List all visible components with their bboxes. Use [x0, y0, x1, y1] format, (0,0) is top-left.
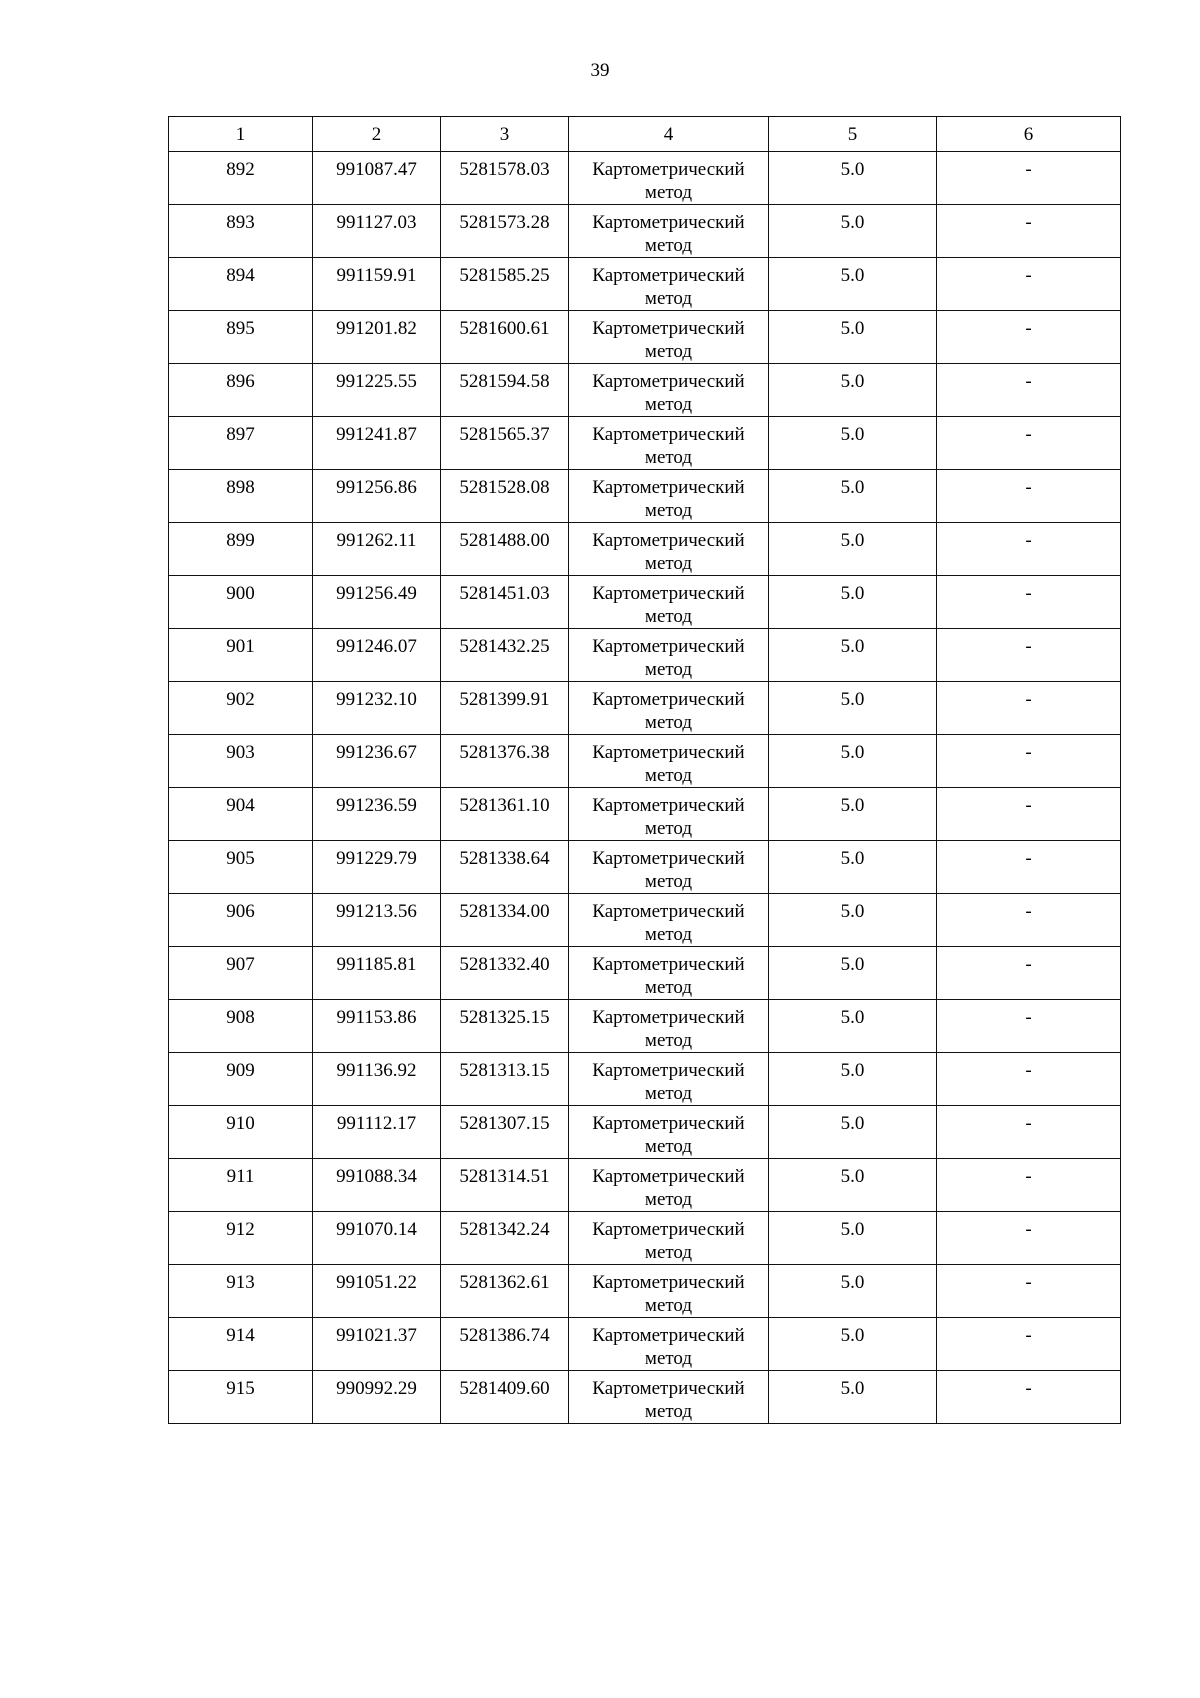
header-col-2: 2	[313, 117, 441, 152]
note-cell: -	[937, 1106, 1121, 1159]
accuracy-cell: 5.0	[769, 788, 937, 841]
note-cell: -	[937, 576, 1121, 629]
method-cell: Картометрический метод	[569, 841, 769, 894]
accuracy-cell: 5.0	[769, 1159, 937, 1212]
method-cell: Картометрический метод	[569, 523, 769, 576]
point-number-cell: 899	[169, 523, 313, 576]
point-number-cell: 902	[169, 682, 313, 735]
note-cell: -	[937, 1318, 1121, 1371]
header-col-5: 5	[769, 117, 937, 152]
point-number-cell: 901	[169, 629, 313, 682]
x-coordinate-cell: 991246.07	[313, 629, 441, 682]
note-cell: -	[937, 1000, 1121, 1053]
table-row	[169, 1159, 1121, 1212]
table-row	[169, 841, 1121, 894]
note-cell: -	[937, 523, 1121, 576]
y-coordinate-cell: 5281573.28	[441, 205, 569, 258]
accuracy-cell: 5.0	[769, 1265, 937, 1318]
y-coordinate-cell: 5281488.00	[441, 523, 569, 576]
table-row	[169, 1371, 1121, 1424]
accuracy-cell: 5.0	[769, 1371, 937, 1424]
method-cell: Картометрический метод	[569, 1318, 769, 1371]
point-number-cell: 905	[169, 841, 313, 894]
y-coordinate-cell: 5281362.61	[441, 1265, 569, 1318]
table-row	[169, 947, 1121, 1000]
note-cell: -	[937, 841, 1121, 894]
x-coordinate-cell: 991153.86	[313, 1000, 441, 1053]
header-col-6: 6	[937, 117, 1121, 152]
method-cell: Картометрический метод	[569, 152, 769, 205]
method-cell: Картометрический метод	[569, 1371, 769, 1424]
point-number-cell: 915	[169, 1371, 313, 1424]
y-coordinate-cell: 5281361.10	[441, 788, 569, 841]
method-cell: Картометрический метод	[569, 417, 769, 470]
method-cell: Картометрический метод	[569, 1000, 769, 1053]
note-cell: -	[937, 417, 1121, 470]
accuracy-cell: 5.0	[769, 1000, 937, 1053]
accuracy-cell: 5.0	[769, 152, 937, 205]
table-row	[169, 735, 1121, 788]
method-cell: Картометрический метод	[569, 1053, 769, 1106]
y-coordinate-cell: 5281585.25	[441, 258, 569, 311]
x-coordinate-cell: 991262.11	[313, 523, 441, 576]
table-row	[169, 1212, 1121, 1265]
accuracy-cell: 5.0	[769, 364, 937, 417]
y-coordinate-cell: 5281399.91	[441, 682, 569, 735]
note-cell: -	[937, 152, 1121, 205]
header-col-4: 4	[569, 117, 769, 152]
accuracy-cell: 5.0	[769, 894, 937, 947]
accuracy-cell: 5.0	[769, 523, 937, 576]
x-coordinate-cell: 991021.37	[313, 1318, 441, 1371]
note-cell: -	[937, 364, 1121, 417]
y-coordinate-cell: 5281334.00	[441, 894, 569, 947]
method-cell: Картометрический метод	[569, 205, 769, 258]
x-coordinate-cell: 991225.55	[313, 364, 441, 417]
method-cell: Картометрический метод	[569, 311, 769, 364]
point-number-cell: 913	[169, 1265, 313, 1318]
note-cell: -	[937, 470, 1121, 523]
point-number-cell: 896	[169, 364, 313, 417]
point-number-cell: 900	[169, 576, 313, 629]
y-coordinate-cell: 5281451.03	[441, 576, 569, 629]
table-row	[169, 1053, 1121, 1106]
table-row	[169, 629, 1121, 682]
accuracy-cell: 5.0	[769, 576, 937, 629]
y-coordinate-cell: 5281578.03	[441, 152, 569, 205]
method-cell: Картометрический метод	[569, 470, 769, 523]
note-cell: -	[937, 311, 1121, 364]
x-coordinate-cell: 991256.86	[313, 470, 441, 523]
note-cell: -	[937, 788, 1121, 841]
point-number-cell: 910	[169, 1106, 313, 1159]
y-coordinate-cell: 5281314.51	[441, 1159, 569, 1212]
y-coordinate-cell: 5281376.38	[441, 735, 569, 788]
coordinates-table-container	[168, 116, 1120, 1424]
point-number-cell: 908	[169, 1000, 313, 1053]
method-cell: Картометрический метод	[569, 682, 769, 735]
y-coordinate-cell: 5281313.15	[441, 1053, 569, 1106]
y-coordinate-cell: 5281338.64	[441, 841, 569, 894]
table-row	[169, 576, 1121, 629]
x-coordinate-cell: 991241.87	[313, 417, 441, 470]
method-cell: Картометрический метод	[569, 364, 769, 417]
x-coordinate-cell: 991087.47	[313, 152, 441, 205]
point-number-cell: 911	[169, 1159, 313, 1212]
point-number-cell: 906	[169, 894, 313, 947]
table-row	[169, 523, 1121, 576]
point-number-cell: 912	[169, 1212, 313, 1265]
method-cell: Картометрический метод	[569, 735, 769, 788]
note-cell: -	[937, 1159, 1121, 1212]
table-row	[169, 470, 1121, 523]
x-coordinate-cell: 991088.34	[313, 1159, 441, 1212]
table-row	[169, 788, 1121, 841]
accuracy-cell: 5.0	[769, 311, 937, 364]
point-number-cell: 907	[169, 947, 313, 1000]
x-coordinate-cell: 991236.67	[313, 735, 441, 788]
accuracy-cell: 5.0	[769, 1106, 937, 1159]
table-row	[169, 1000, 1121, 1053]
note-cell: -	[937, 682, 1121, 735]
table-row	[169, 205, 1121, 258]
method-cell: Картометрический метод	[569, 1106, 769, 1159]
point-number-cell: 914	[169, 1318, 313, 1371]
note-cell: -	[937, 735, 1121, 788]
accuracy-cell: 5.0	[769, 1318, 937, 1371]
x-coordinate-cell: 991232.10	[313, 682, 441, 735]
table-row	[169, 364, 1121, 417]
note-cell: -	[937, 894, 1121, 947]
accuracy-cell: 5.0	[769, 947, 937, 1000]
x-coordinate-cell: 990992.29	[313, 1371, 441, 1424]
point-number-cell: 898	[169, 470, 313, 523]
x-coordinate-cell: 991236.59	[313, 788, 441, 841]
y-coordinate-cell: 5281565.37	[441, 417, 569, 470]
y-coordinate-cell: 5281600.61	[441, 311, 569, 364]
accuracy-cell: 5.0	[769, 841, 937, 894]
method-cell: Картометрический метод	[569, 258, 769, 311]
x-coordinate-cell: 991201.82	[313, 311, 441, 364]
table-row	[169, 1318, 1121, 1371]
x-coordinate-cell: 991112.17	[313, 1106, 441, 1159]
table-row	[169, 152, 1121, 205]
point-number-cell: 897	[169, 417, 313, 470]
x-coordinate-cell: 991213.56	[313, 894, 441, 947]
point-number-cell: 893	[169, 205, 313, 258]
method-cell: Картометрический метод	[569, 947, 769, 1000]
table-row	[169, 1265, 1121, 1318]
header-col-3: 3	[441, 117, 569, 152]
y-coordinate-cell: 5281386.74	[441, 1318, 569, 1371]
x-coordinate-cell: 991127.03	[313, 205, 441, 258]
table-row	[169, 417, 1121, 470]
x-coordinate-cell: 991051.22	[313, 1265, 441, 1318]
method-cell: Картометрический метод	[569, 788, 769, 841]
point-number-cell: 892	[169, 152, 313, 205]
note-cell: -	[937, 947, 1121, 1000]
point-number-cell: 895	[169, 311, 313, 364]
y-coordinate-cell: 5281432.25	[441, 629, 569, 682]
table-row	[169, 1106, 1121, 1159]
x-coordinate-cell: 991185.81	[313, 947, 441, 1000]
accuracy-cell: 5.0	[769, 417, 937, 470]
coordinates-table	[168, 116, 1121, 1424]
table-body	[169, 152, 1121, 1424]
table-row	[169, 894, 1121, 947]
accuracy-cell: 5.0	[769, 258, 937, 311]
y-coordinate-cell: 5281342.24	[441, 1212, 569, 1265]
table-row	[169, 311, 1121, 364]
accuracy-cell: 5.0	[769, 1212, 937, 1265]
x-coordinate-cell: 991159.91	[313, 258, 441, 311]
note-cell: -	[937, 1371, 1121, 1424]
accuracy-cell: 5.0	[769, 629, 937, 682]
x-coordinate-cell: 991136.92	[313, 1053, 441, 1106]
note-cell: -	[937, 1265, 1121, 1318]
x-coordinate-cell: 991256.49	[313, 576, 441, 629]
note-cell: -	[937, 629, 1121, 682]
note-cell: -	[937, 205, 1121, 258]
accuracy-cell: 5.0	[769, 735, 937, 788]
page-number: 39	[590, 60, 610, 81]
point-number-cell: 894	[169, 258, 313, 311]
method-cell: Картометрический метод	[569, 1265, 769, 1318]
y-coordinate-cell: 5281307.15	[441, 1106, 569, 1159]
method-cell: Картометрический метод	[569, 576, 769, 629]
note-cell: -	[937, 1053, 1121, 1106]
table-row	[169, 258, 1121, 311]
header-col-1: 1	[169, 117, 313, 152]
point-number-cell: 909	[169, 1053, 313, 1106]
note-cell: -	[937, 1212, 1121, 1265]
note-cell: -	[937, 258, 1121, 311]
point-number-cell: 904	[169, 788, 313, 841]
accuracy-cell: 5.0	[769, 205, 937, 258]
method-cell: Картометрический метод	[569, 1212, 769, 1265]
accuracy-cell: 5.0	[769, 470, 937, 523]
point-number-cell: 903	[169, 735, 313, 788]
y-coordinate-cell: 5281594.58	[441, 364, 569, 417]
method-cell: Картометрический метод	[569, 894, 769, 947]
table-header	[169, 117, 1121, 152]
accuracy-cell: 5.0	[769, 1053, 937, 1106]
y-coordinate-cell: 5281409.60	[441, 1371, 569, 1424]
method-cell: Картометрический метод	[569, 1159, 769, 1212]
y-coordinate-cell: 5281528.08	[441, 470, 569, 523]
y-coordinate-cell: 5281332.40	[441, 947, 569, 1000]
accuracy-cell: 5.0	[769, 682, 937, 735]
y-coordinate-cell: 5281325.15	[441, 1000, 569, 1053]
header-row	[169, 117, 1121, 152]
x-coordinate-cell: 991070.14	[313, 1212, 441, 1265]
table-row	[169, 682, 1121, 735]
method-cell: Картометрический метод	[569, 629, 769, 682]
x-coordinate-cell: 991229.79	[313, 841, 441, 894]
